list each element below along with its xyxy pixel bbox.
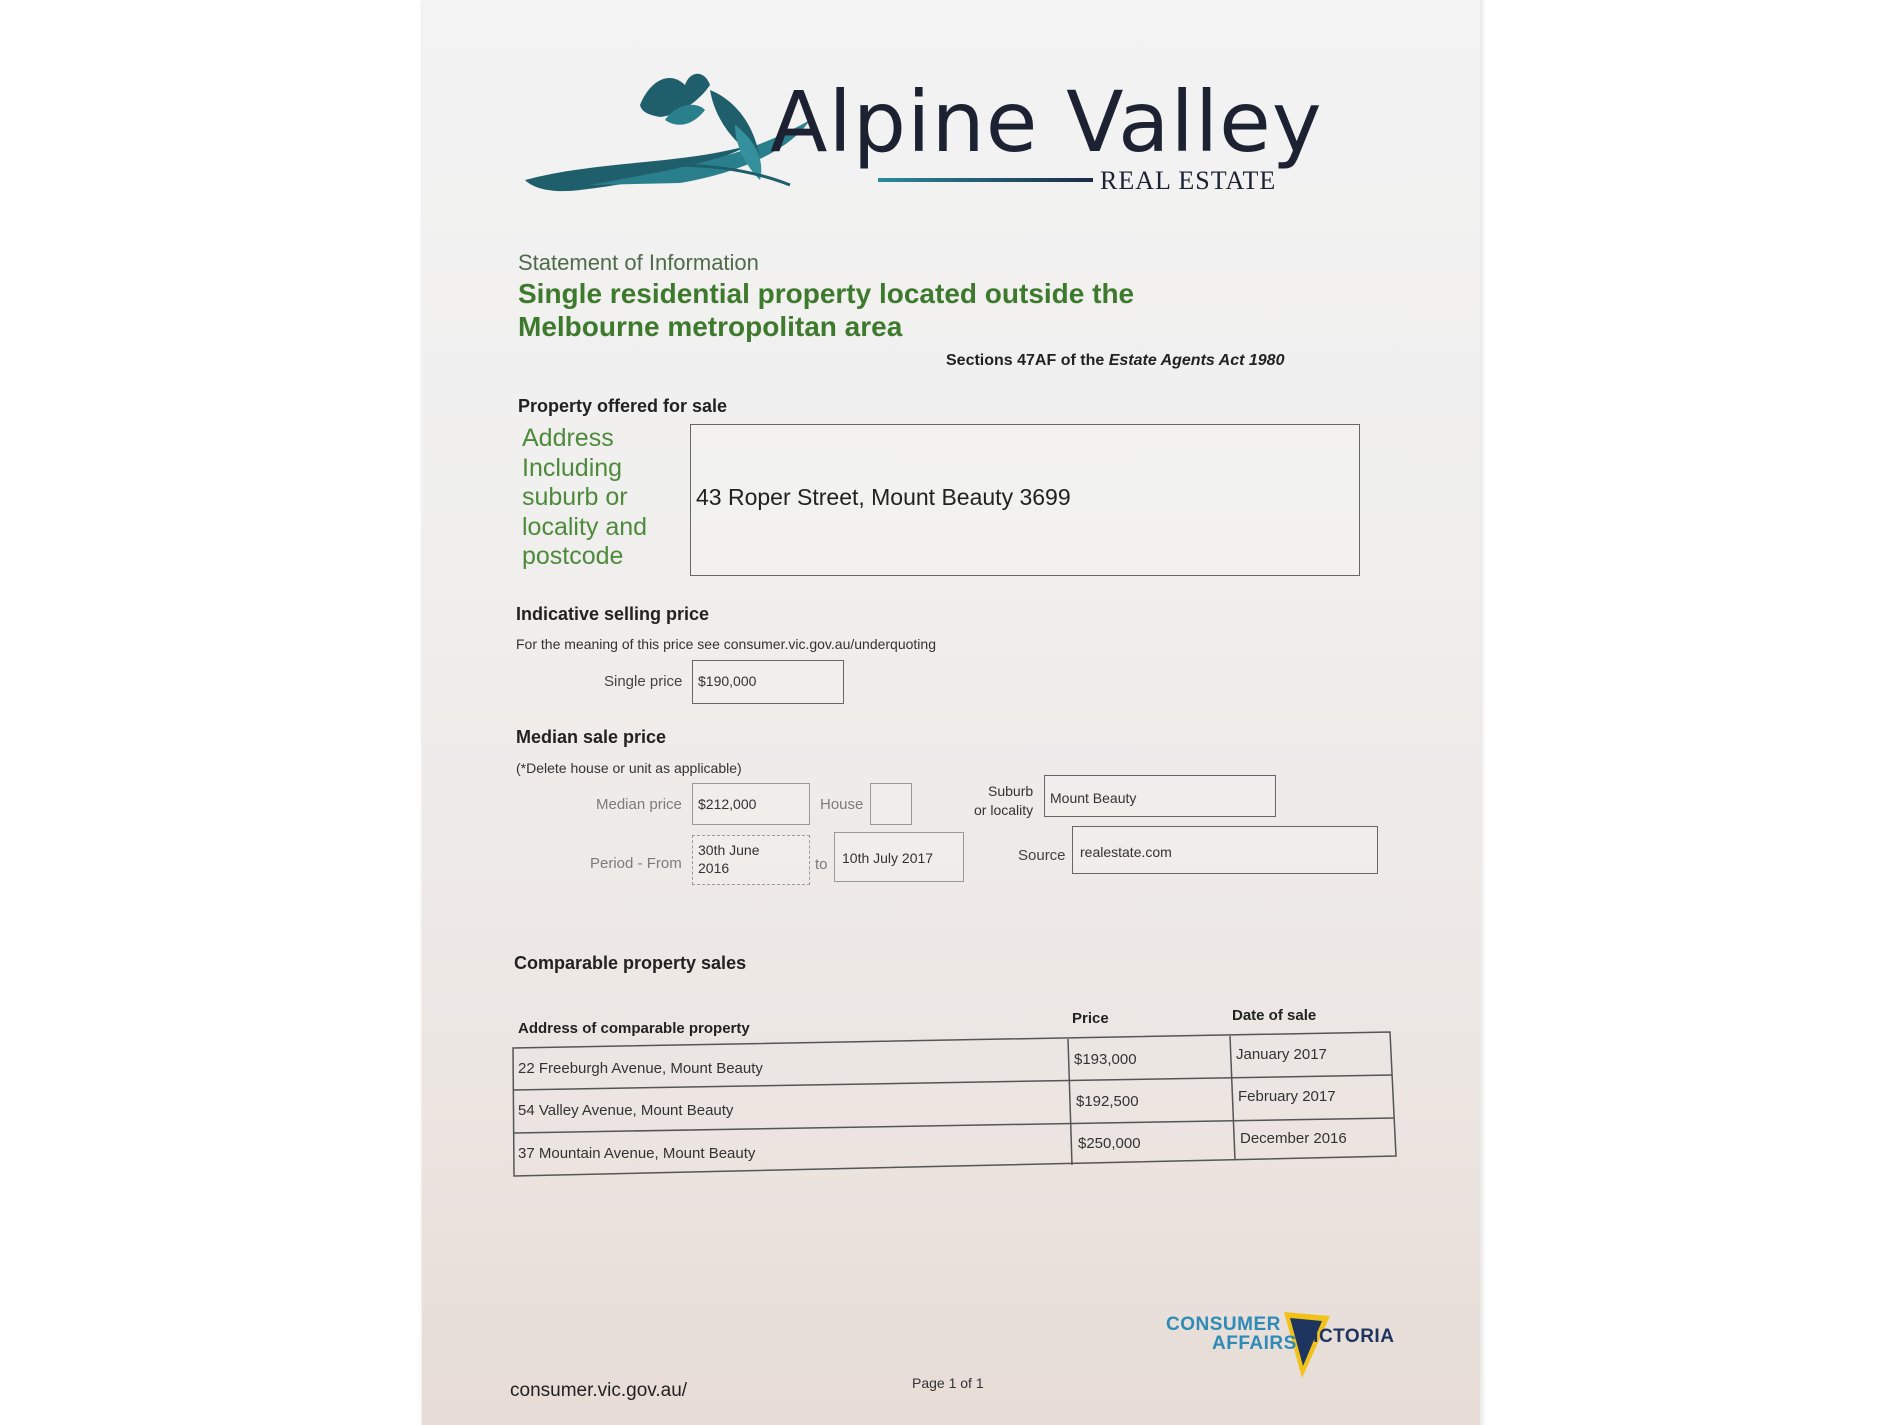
column-header-address: Address of comparable property <box>518 1020 750 1037</box>
table-row-1-address: 22 Freeburgh Avenue, Mount Beauty <box>518 1060 763 1077</box>
column-header-price: Price <box>1072 1010 1109 1027</box>
page-edge <box>1480 0 1486 1425</box>
table-row-3-date: December 2016 <box>1240 1130 1347 1147</box>
title-line-1: Single residential property located outside the <box>518 278 1135 309</box>
column-header-date: Date of sale <box>1232 1007 1317 1024</box>
period-from-line-1: 30th June <box>698 842 760 858</box>
table-row-3-price: $250,000 <box>1078 1135 1141 1152</box>
act-name: Estate Agents Act 1980 <box>1108 352 1285 369</box>
cav-consumer-text: CONSUMER <box>1166 1314 1281 1335</box>
address-value: 43 Roper Street, Mount Beauty 3699 <box>696 484 1071 510</box>
house-checkbox[interactable] <box>870 783 912 825</box>
document-page <box>422 0 1480 1425</box>
table-row-2-address: 54 Valley Avenue, Mount Beauty <box>518 1102 734 1119</box>
suburb-label-1: Suburb <box>988 783 1034 799</box>
table-row-1-price: $193,000 <box>1074 1051 1137 1068</box>
table-row-3-address: 37 Mountain Avenue, Mount Beauty <box>518 1145 756 1162</box>
source-value: realestate.com <box>1080 844 1172 860</box>
table-row-1-date: January 2017 <box>1236 1046 1327 1063</box>
table-row-2-date: February 2017 <box>1238 1088 1336 1105</box>
address-label-line: Address <box>522 424 614 452</box>
comparable-heading: Comparable property sales <box>514 953 747 973</box>
indicative-note: For the meaning of this price see consumer.vic.gov.au/underquoting <box>516 636 936 652</box>
median-price-label: Median price <box>596 796 682 813</box>
cav-victoria-text: VICTORIA <box>1300 1326 1395 1347</box>
median-price-value: $212,000 <box>698 796 757 812</box>
logo-subtitle: REAL ESTATE <box>1100 166 1277 195</box>
title-line-2: Melbourne metropolitan area <box>518 311 903 342</box>
property-heading: Property offered for sale <box>518 396 728 416</box>
median-heading: Median sale price <box>516 727 667 747</box>
house-label: House <box>820 796 864 813</box>
page-number: Page 1 of 1 <box>912 1375 984 1391</box>
single-price-label: Single price <box>604 673 683 690</box>
statement-label: Statement of Information <box>518 250 759 275</box>
address-label-line: Including <box>522 453 623 482</box>
to-label: to <box>815 856 828 873</box>
indicative-heading: Indicative selling price <box>516 604 710 624</box>
address-label-line: suburb or <box>522 483 628 511</box>
sections-reference <box>946 352 1284 370</box>
suburb-label-2: or locality <box>974 802 1034 818</box>
address-label <box>522 424 682 572</box>
suburb-value: Mount Beauty <box>1050 790 1137 806</box>
single-price-value: $190,000 <box>698 673 757 689</box>
median-note: (*Delete house or unit as applicable) <box>516 760 742 776</box>
footer-url[interactable]: consumer.vic.gov.au/ <box>510 1380 688 1401</box>
logo-wordmark: Alpine Valley <box>770 73 1323 171</box>
cav-affairs-text: AFFAIRS <box>1212 1333 1297 1354</box>
period-to-value: 10th July 2017 <box>842 850 934 866</box>
address-label-line: postcode <box>522 542 624 570</box>
table-row-2-price: $192,500 <box>1076 1093 1139 1110</box>
logo-underline <box>878 178 1093 182</box>
source-label: Source <box>1018 847 1066 864</box>
period-label: Period - From <box>590 855 682 872</box>
sections-prefix: Sections 47AF of the <box>946 352 1109 369</box>
period-from-line-2: 2016 <box>698 860 730 876</box>
address-label-line: locality and <box>522 512 648 541</box>
